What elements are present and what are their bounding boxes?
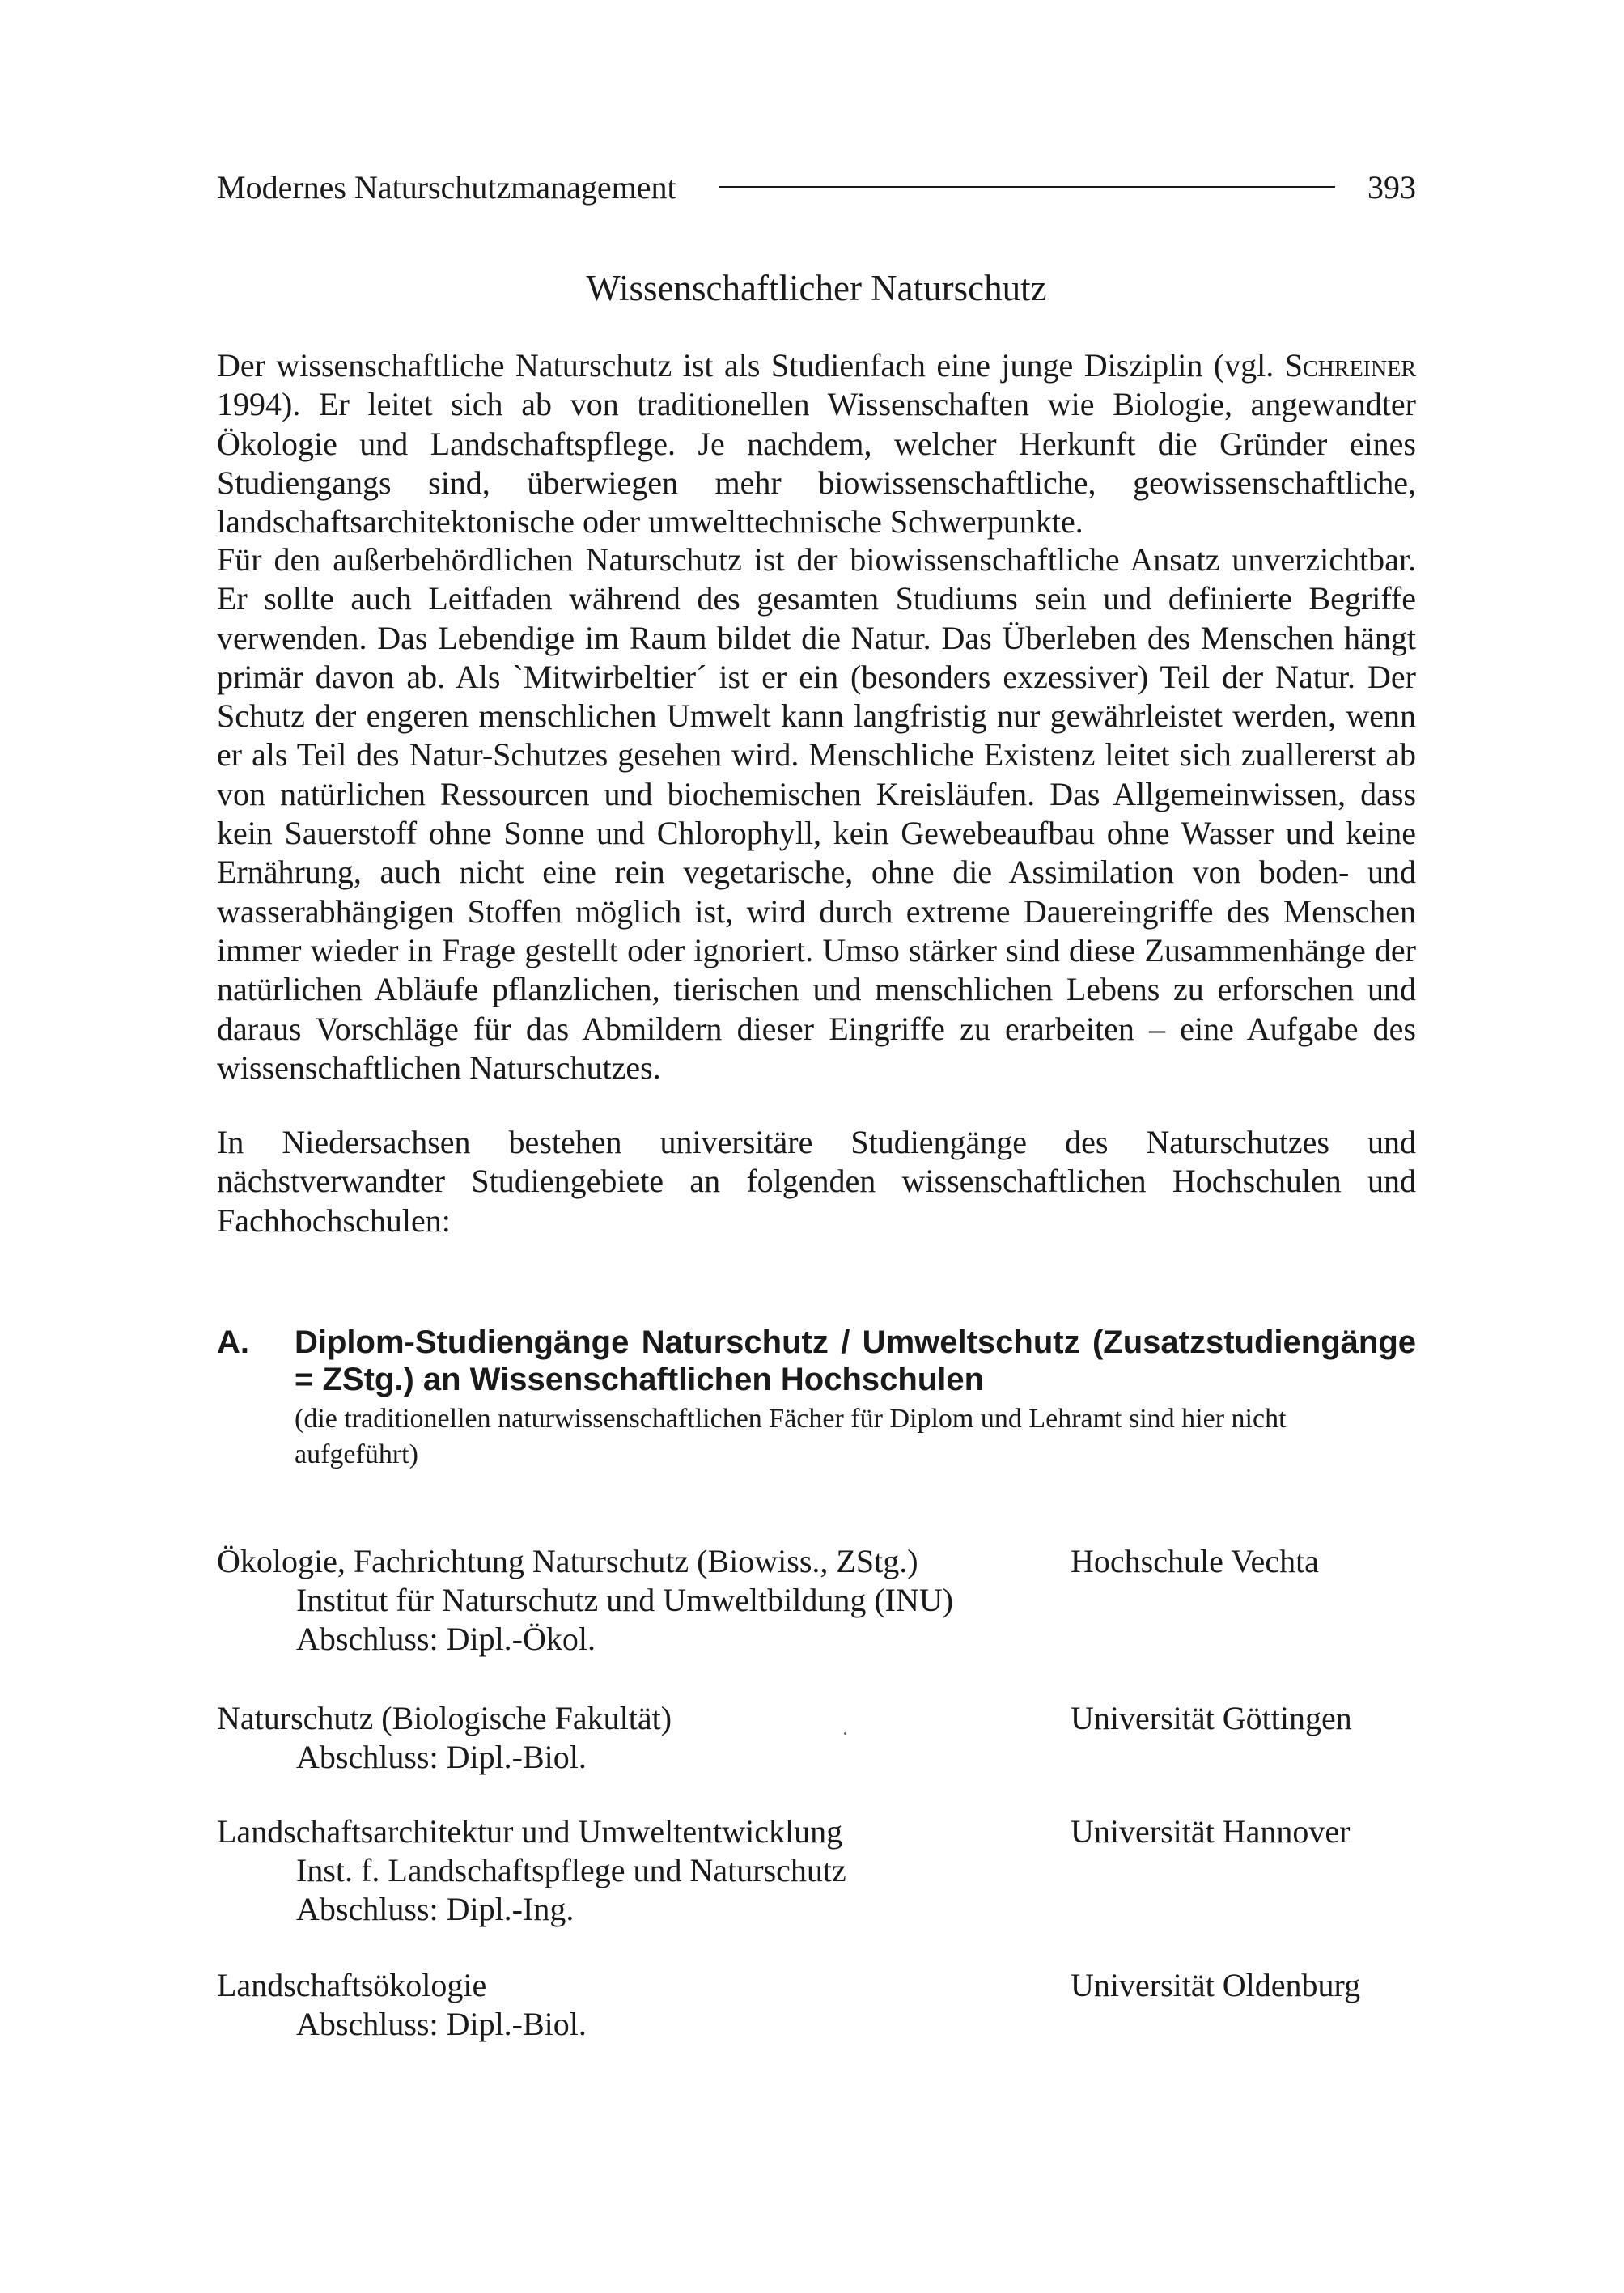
section-heading-text: Diplom-Studiengänge Naturschutz / Umweltschutz (Zusatzstudiengänge = ZStg.) an Wissenschaftlichen Hochschulen bbox=[295, 1325, 1416, 1397]
paragraph-text: 1994). Er leitet sich ab von traditionellen Wissenschaften wie Biologie, angewandter Ökologie und Landschaftspflege. Je nachdem, welcher Herkunft die Gründer eines Studiengangs sind, überwiegen mehr biowissenschaftliche, geowissenschaftliche, landschaftsarchitektonische oder umwelttechnische Schwerpunkte. bbox=[217, 386, 1416, 540]
program-institute: Institut für Naturschutz und Umweltbildung (INU) bbox=[296, 1582, 954, 1618]
header-rule bbox=[719, 186, 1335, 188]
program-name: Naturschutz (Biologische Fakultät) bbox=[217, 1700, 672, 1736]
program-university: Universität Göttingen bbox=[1071, 1700, 1352, 1736]
program-degree: Abschluss: Dipl.-Biol. bbox=[296, 2006, 587, 2042]
program-degree: Abschluss: Dipl.-Ökol. bbox=[296, 1621, 596, 1657]
program-degree: Abschluss: Dipl.-Ing. bbox=[296, 1891, 575, 1927]
section-note: (die traditionellen naturwissenschaftlichen Fächer für Diplom und Lehramt sind hier nicht aufgeführt) bbox=[295, 1404, 1287, 1469]
page-number: 393 bbox=[1367, 168, 1416, 206]
body-paragraph-3: In Niedersachsen bestehen universitäre Studiengänge des Naturschutzes und nächstverwandter Studiengebiete an folgenden wissenschaftlichen Hochschulen und Fachhochschulen: bbox=[217, 1124, 1416, 1239]
citation-author: Schreiner bbox=[1284, 347, 1416, 384]
program-name: Landschaftsökologie bbox=[217, 1967, 487, 2003]
paragraph-text: Der wissenschaftliche Naturschutz ist als Studienfach eine junge Disziplin (vgl. bbox=[217, 347, 1285, 384]
program-name: Landschaftsarchitektur und Umweltentwicklung bbox=[217, 1813, 843, 1850]
program-degree: Abschluss: Dipl.-Biol. bbox=[296, 1739, 587, 1775]
program-university: Universität Hannover bbox=[1071, 1813, 1351, 1850]
section-letter: A. bbox=[217, 1325, 249, 1360]
body-paragraph-2: Für den außerbehördlichen Naturschutz ist der biowissenschaftliche Ansatz unverzichtbar. Er sollte auch Leitfaden während des gesamten Studiums sein und definierte Begriffe verwenden. Das Lebendige im Raum bildet die Natur. Das Überleben des Menschen hängt primär davon ab. Als `Mitwirbeltier´ ist er ein (besonders exzessiver) Teil der Natur. Der Schutz der engeren menschlichen Umwelt kann langfristig nur gewährleistet werden, wenn er als Teil des Natur-Schutzes gesehen wird. Menschliche Existenz leitet sich zuallererst ab von natürlichen Ressourcen und biochemischen Kreisläufen. Das Allgemeinwissen, dass kein Sauerstoff ohne Sonne und Chlorophyll, kein Gewebeaufbau ohne Wasser und keine Ernährung, auch nicht eine rein vegetarische, ohne die Assimilation von boden- und wasserabhängigen Stoffen möglich ist, wird durch extreme Dauereingriffe des Menschen immer wieder in Frage gestellt oder ignoriert. Umso stärker sind diese Zusammenhänge der natürlichen Abläufe pflanzlichen, tierischen und menschlichen Lebens zu erforschen und daraus Vorschläge für das Abmildern dieser Eingriffe zu erarbeiten – eine Aufgabe des wissenschaftlichen Naturschutzes. bbox=[217, 541, 1416, 1086]
running-title: Modernes Naturschutzmanagement bbox=[217, 168, 676, 206]
section-title: Wissenschaftlicher Naturschutz bbox=[586, 268, 1047, 308]
program-institute: Inst. f. Landschaftspflege und Naturschutz bbox=[296, 1852, 846, 1888]
program-name: Ökologie, Fachrichtung Naturschutz (Biowiss., ZStg.) bbox=[217, 1543, 918, 1579]
running-header bbox=[217, 167, 1416, 207]
program-university: Hochschule Vechta bbox=[1071, 1543, 1319, 1579]
scan-speck bbox=[844, 1732, 846, 1735]
program-university: Universität Oldenburg bbox=[1071, 1967, 1361, 2003]
section-a-heading bbox=[217, 1324, 1416, 1473]
body-paragraph-1 bbox=[217, 346, 1416, 541]
